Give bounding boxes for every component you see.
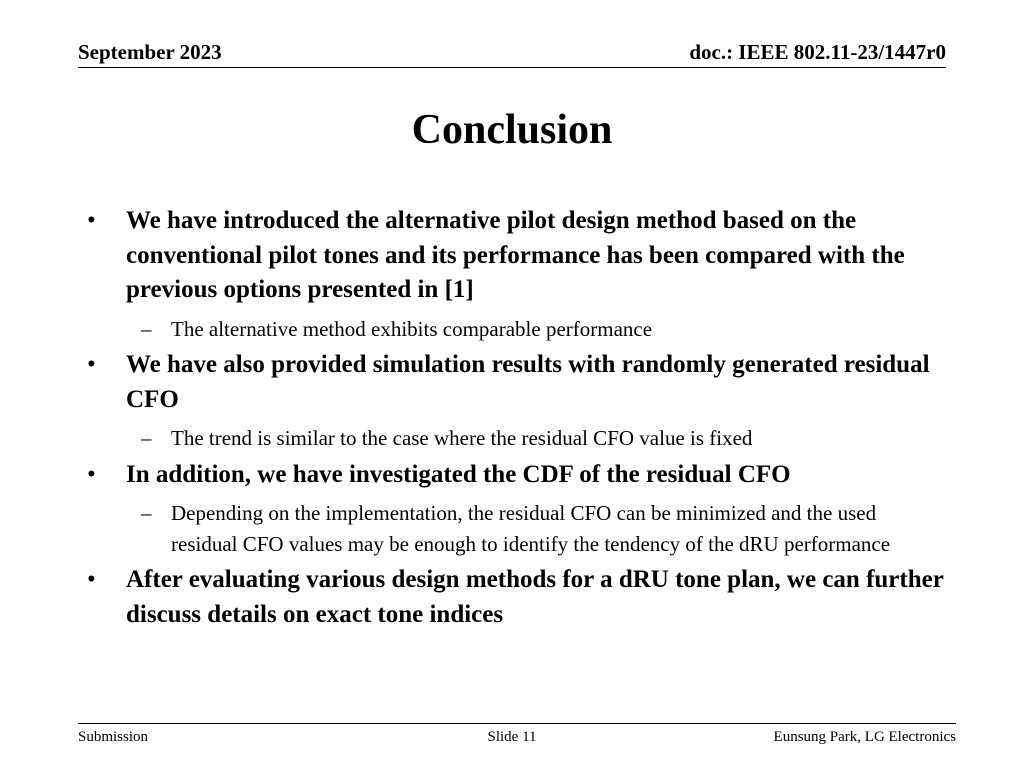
slide-title: Conclusion bbox=[411, 107, 613, 153]
header-divider bbox=[78, 67, 946, 68]
header-doc-id: doc.: IEEE 802.11-23/1447r0 bbox=[689, 40, 946, 64]
bullet-1 bbox=[87, 204, 967, 308]
sub-bullet-2-text: The trend is similar to the case where the residual CFO value is fixed bbox=[171, 426, 753, 450]
bullet-2-text: We have also provided simulation results with randomly generated residual CFO bbox=[126, 351, 930, 413]
bullet-2 bbox=[87, 348, 967, 417]
bullet-marker: • bbox=[87, 207, 96, 234]
footer-slide-number: Slide 11 bbox=[487, 729, 537, 745]
bullet-4 bbox=[87, 563, 967, 632]
slide-body bbox=[87, 204, 967, 632]
bullet-3 bbox=[87, 458, 967, 493]
sub-bullet-marker: – bbox=[141, 501, 152, 525]
footer-author: Eunsung Park, LG Electronics bbox=[773, 729, 956, 745]
sub-bullet-marker: – bbox=[141, 316, 152, 341]
sub-bullet-1 bbox=[87, 314, 931, 345]
footer-submission: Submission bbox=[78, 729, 149, 745]
sub-bullet-3-text: Depending on the implementation, the residual CFO can be minimized and the used residual CFO values may be enough to identify the tendency of the dRU performance bbox=[171, 501, 891, 556]
bullet-marker: • bbox=[87, 566, 96, 593]
bullet-4-text: After evaluating various design methods for a dRU tone plan, we can further discuss details on exact tone indices bbox=[126, 566, 944, 628]
sub-bullet-1-text: The alternative method exhibits comparable performance bbox=[171, 316, 653, 341]
bullet-1-text: We have introduced the alternative pilot design method based on the conventional pilot tones and its performance has been compared with the previous options presented in [1] bbox=[126, 207, 905, 303]
sub-bullet-3 bbox=[87, 498, 931, 559]
header-date: September 2023 bbox=[78, 40, 222, 64]
bullet-marker: • bbox=[87, 460, 96, 488]
sub-bullet-2 bbox=[87, 423, 931, 454]
sub-bullet-marker: – bbox=[141, 426, 152, 450]
bullet-3-text: In addition, we have investigated the CDF of the residual CFO bbox=[126, 460, 791, 488]
bullet-marker: • bbox=[87, 351, 96, 378]
footer-divider bbox=[78, 723, 956, 724]
